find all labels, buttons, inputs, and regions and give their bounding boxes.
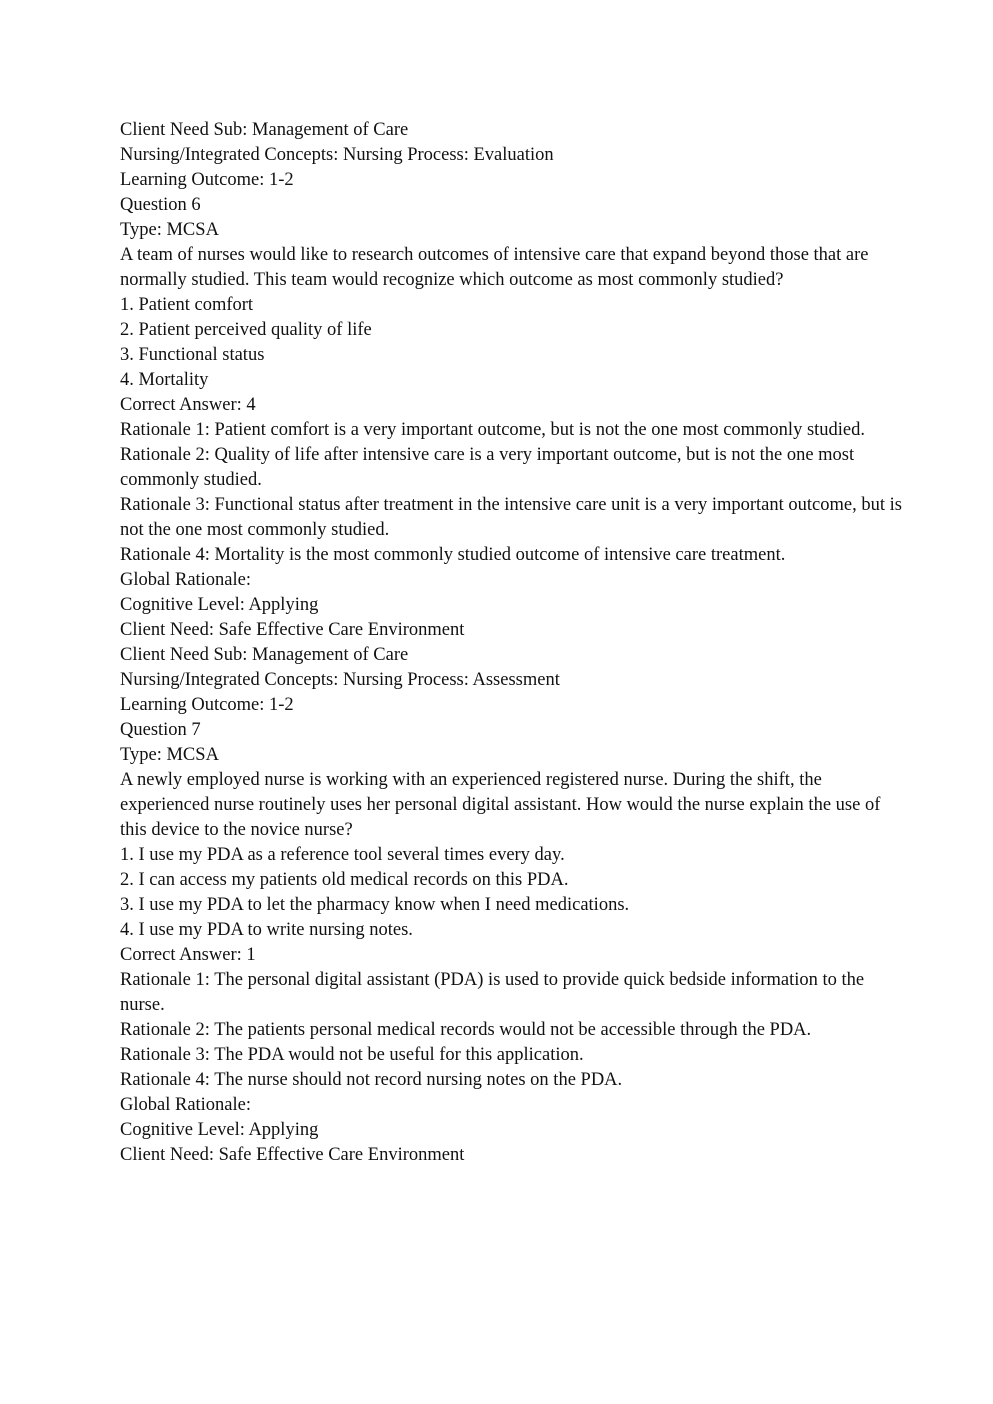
correct-answer-line: Correct Answer: 1	[120, 945, 256, 965]
rationale-line: Rationale 2: The patients personal medical records would not be accessible through the PDA.	[120, 1020, 812, 1040]
nursing-concepts-line: Nursing/Integrated Concepts: Nursing Process: Evaluation	[120, 145, 554, 165]
question-stem: A newly employed nurse is working with an experienced registered nurse. During the shift, the experienced nurse routinely uses her personal digital assistant. How would the nurse explain the use of this device to the novice nurse?	[120, 770, 881, 840]
correct-answer-line: Correct Answer: 4	[120, 395, 256, 415]
rationale-line: Rationale 4: Mortality is the most commonly studied outcome of intensive care treatment.	[120, 545, 786, 565]
rationale-line: Rationale 1: The personal digital assistant (PDA) is used to provide quick bedside information to the nurse.	[120, 970, 865, 1015]
nursing-concepts-line: Nursing/Integrated Concepts: Nursing Process: Assessment	[120, 670, 560, 690]
question-type-line: Type: MCSA	[120, 745, 219, 765]
answer-option: 1. I use my PDA as a reference tool several times every day.	[120, 845, 565, 865]
answer-option: 3. Functional status	[120, 345, 265, 365]
global-rationale-line: Global Rationale:	[120, 1095, 252, 1115]
answer-option: 2. Patient perceived quality of life	[120, 320, 372, 340]
answer-option: 4. Mortality	[120, 370, 209, 390]
answer-option: 2. I can access my patients old medical records on this PDA.	[120, 870, 569, 890]
rationale-line: Rationale 2: Quality of life after intensive care is a very important outcome, but is not the one most commonly studied.	[120, 445, 855, 490]
client-need-line: Client Need: Safe Effective Care Environment	[120, 1145, 465, 1165]
answer-option: 4. I use my PDA to write nursing notes.	[120, 920, 413, 940]
cognitive-level-line: Cognitive Level: Applying	[120, 1120, 319, 1140]
client-need-line: Client Need: Safe Effective Care Environment	[120, 620, 465, 640]
client-need-sub-line: Client Need Sub: Management of Care	[120, 120, 409, 140]
global-rationale-line: Global Rationale:	[120, 570, 252, 590]
learning-outcome-line: Learning Outcome: 1-2	[120, 695, 294, 715]
rationale-line: Rationale 4: The nurse should not record nursing notes on the PDA.	[120, 1070, 623, 1090]
cognitive-level-line: Cognitive Level: Applying	[120, 595, 319, 615]
question-stem: A team of nurses would like to research outcomes of intensive care that expand beyond those that are normally studied. This team would recognize which outcome as most commonly studied?	[120, 245, 869, 290]
rationale-line: Rationale 3: Functional status after treatment in the intensive care unit is a very important outcome, but is not the one most commonly studied.	[120, 495, 902, 540]
document-body	[120, 118, 910, 1168]
answer-option: 3. I use my PDA to let the pharmacy know when I need medications.	[120, 895, 630, 915]
question-heading: Question 6	[120, 195, 201, 215]
question-heading: Question 7	[120, 720, 201, 740]
rationale-line: Rationale 3: The PDA would not be useful for this application.	[120, 1045, 584, 1065]
question-type-line: Type: MCSA	[120, 220, 219, 240]
client-need-sub-line: Client Need Sub: Management of Care	[120, 645, 409, 665]
answer-option: 1. Patient comfort	[120, 295, 254, 315]
rationale-line: Rationale 1: Patient comfort is a very important outcome, but is not the one most commonly studied.	[120, 420, 866, 440]
learning-outcome-line: Learning Outcome: 1-2	[120, 170, 294, 190]
